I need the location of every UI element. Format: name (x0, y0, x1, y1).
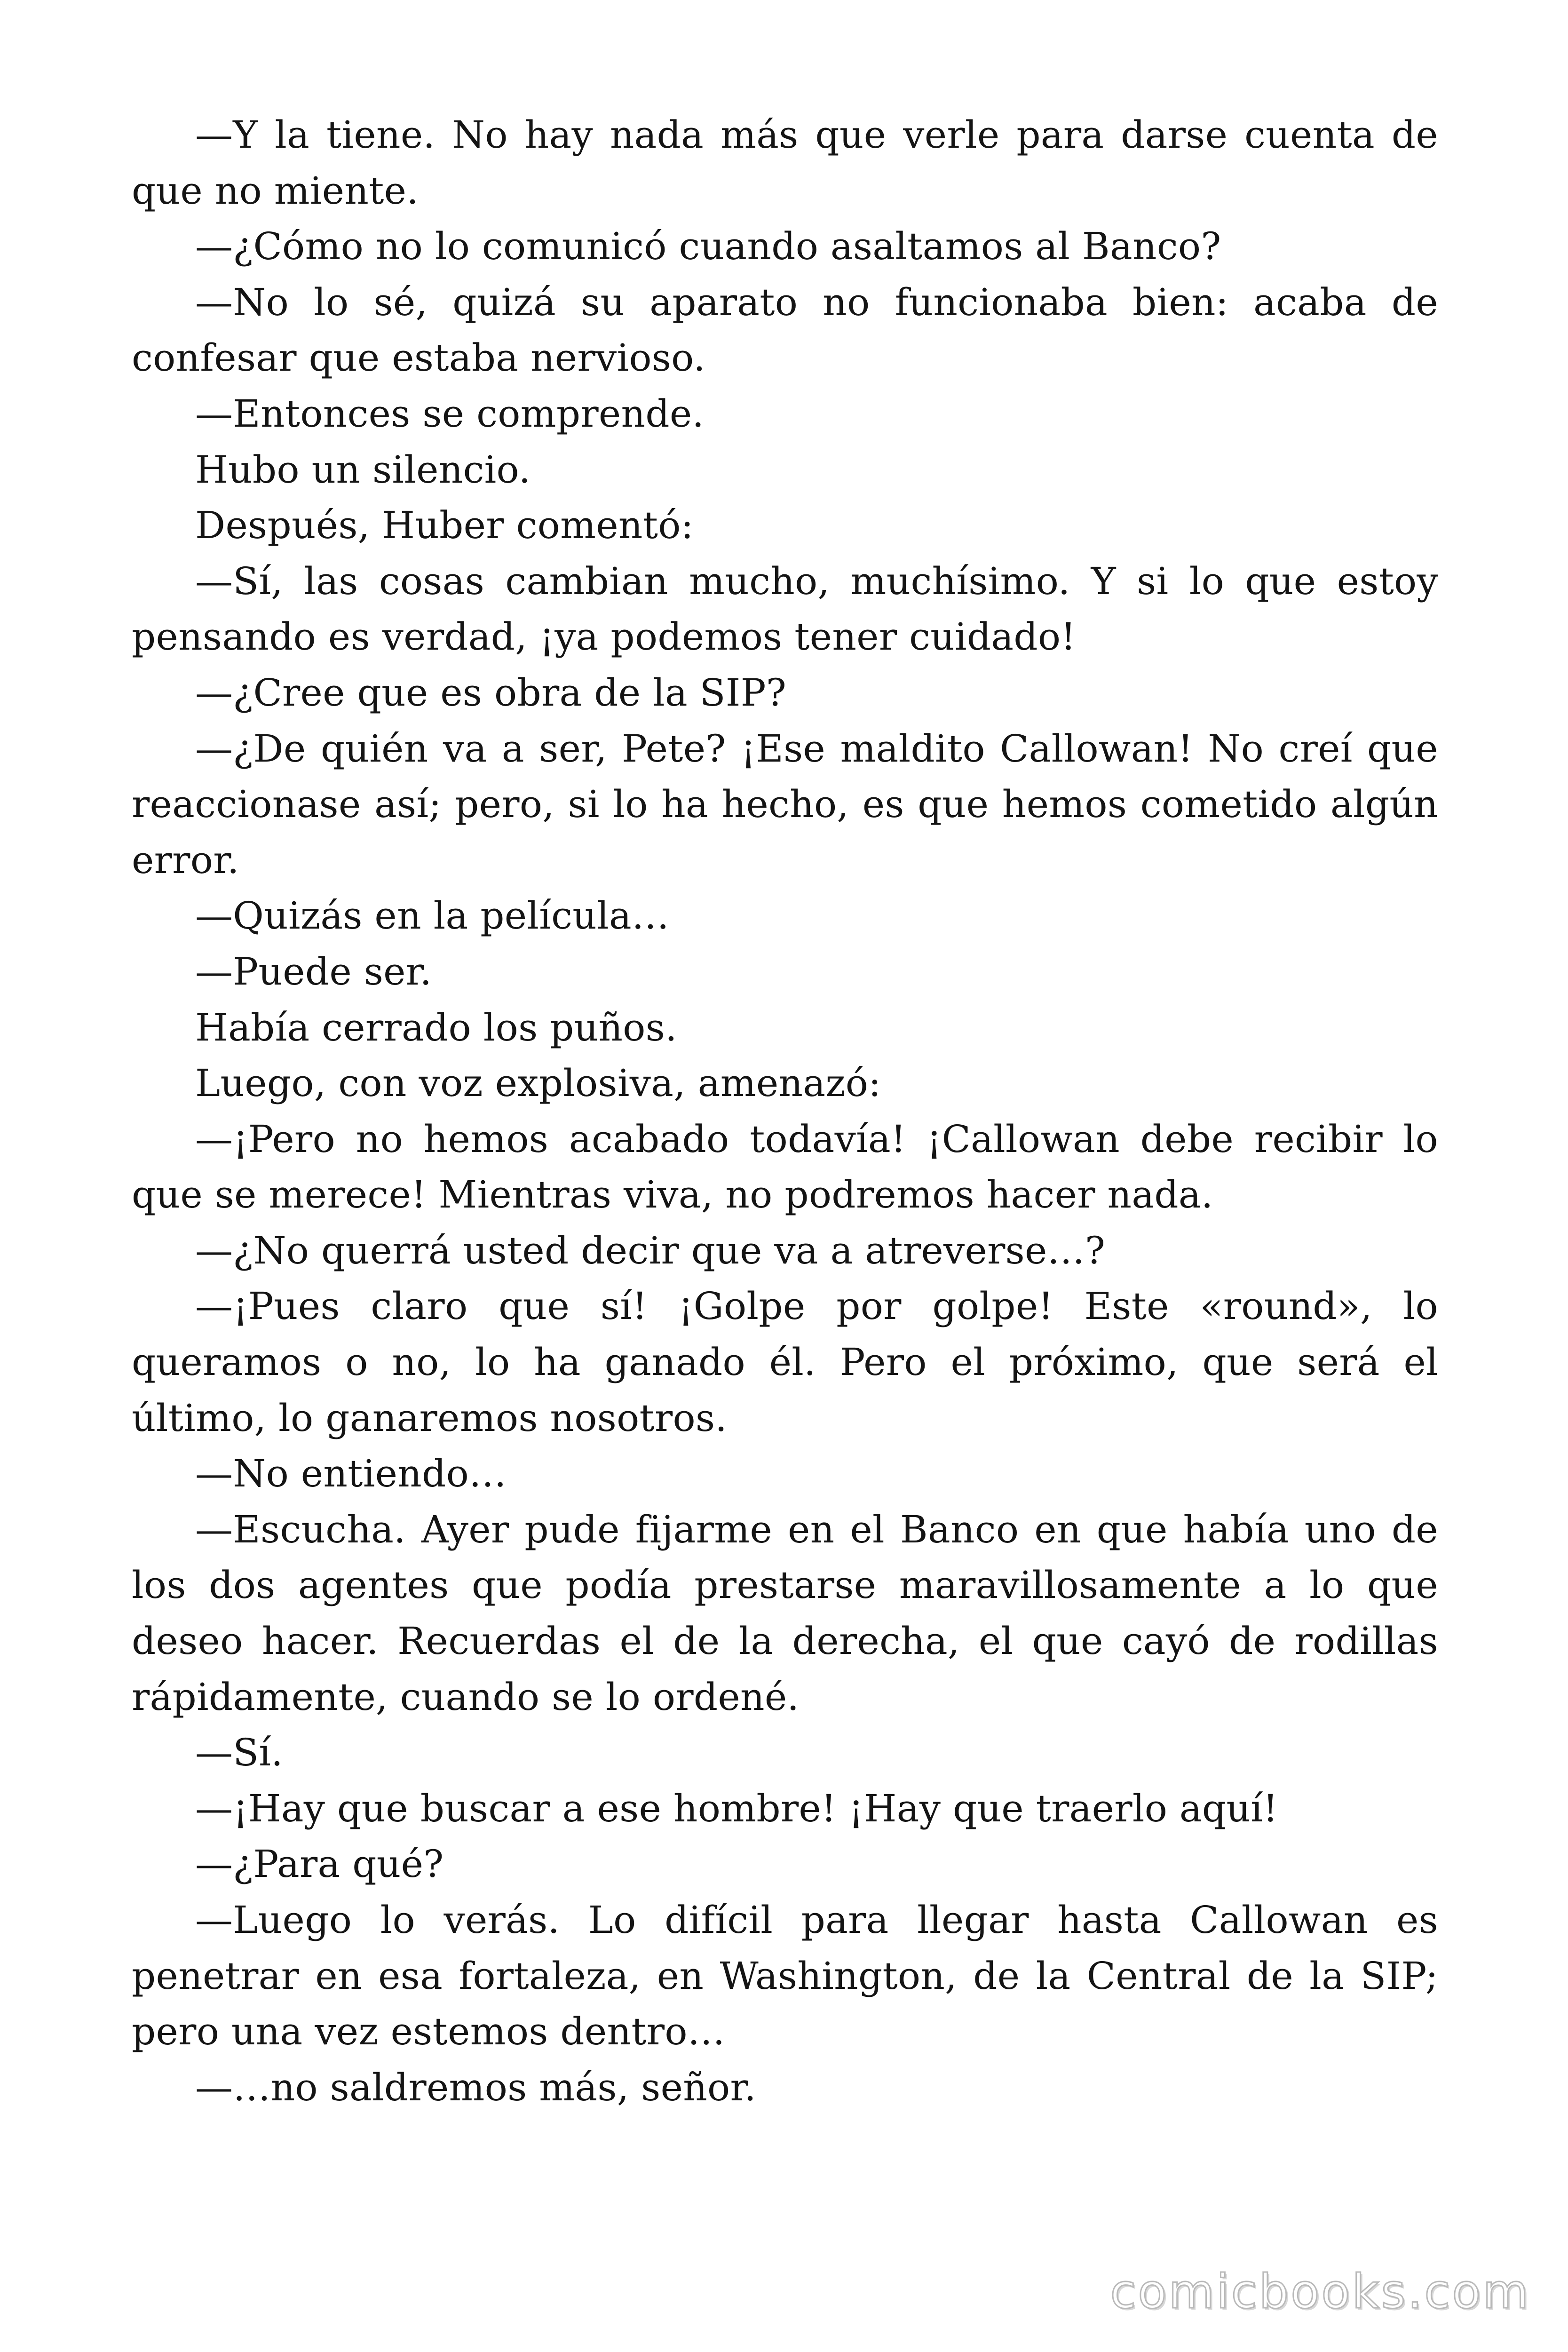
paragraph: Luego, con voz explosiva, amenazó: (195, 1061, 881, 1105)
paragraph: —…no saldremos más, señor. (195, 2065, 756, 2109)
paragraph: —Puede ser. (195, 949, 432, 993)
paragraph: Hubo un silencio. (195, 447, 531, 492)
paragraph: —Escucha. Ayer pude fijarme en el Banco en que había uno de los dos agentes que podía prestarse maravillosamente a lo que deseo hacer. Recuerdas el de la derecha, el que cayó de rodillas rápidamente, cuando se lo ordené. (132, 1507, 1438, 1719)
paragraph: —Entonces se comprende. (195, 391, 705, 436)
paragraph: —Sí. (195, 1731, 284, 1775)
paragraph: Había cerrado los puños. (195, 1005, 677, 1049)
paragraph: —¡Hay que buscar a ese hombre! ¡Hay que traerlo aquí! (195, 1786, 1278, 1830)
paragraph: —Luego lo verás. Lo difícil para llegar hasta Callowan es penetrar en esa fortaleza, en Washington, de la Central de la SIP; pero una vez estemos dentro… (132, 1898, 1438, 2054)
paragraph: —Quizás en la película… (195, 894, 670, 938)
page-body (132, 107, 1438, 2115)
paragraph: —¿De quién va a ser, Pete? ¡Ese maldito Callowan! No creí que reaccionase así; pero, si lo ha hecho, es que hemos cometido algún error. (132, 726, 1438, 882)
paragraph: —Y la tiene. No hay nada más que verle para darse cuenta de que no miente. (132, 113, 1438, 213)
paragraph: —¡Pues claro que sí! ¡Golpe por golpe! Este «round», lo queramos o no, lo ha ganado él. Pero el próximo, que será el último, lo ganaremos nosotros. (132, 1284, 1438, 1440)
watermark-logo: comicbooks.com (1110, 2264, 1530, 2319)
paragraph: —No entiendo… (195, 1452, 507, 1496)
paragraph: —¿Cree que es obra de la SIP? (195, 670, 787, 715)
paragraph: —¿Para qué? (195, 1842, 444, 1886)
paragraph: —¿Cómo no lo comunicó cuando asaltamos al Banco? (195, 224, 1221, 269)
paragraph: —No lo sé, quizá su aparato no funcionaba bien: acaba de confesar que estaba nervioso. (132, 280, 1438, 380)
paragraph: —Sí, las cosas cambian mucho, muchísimo. Y si lo que estoy pensando es verdad, ¡ya podemos tener cuidado! (132, 559, 1438, 659)
paragraph: —¿No querrá usted decir que va a atreverse…? (195, 1228, 1106, 1272)
paragraph: Después, Huber comentó: (195, 503, 694, 548)
paragraph: —¡Pero no hemos acabado todavía! ¡Callowan debe recibir lo que se merece! Mientras viva, no podremos hacer nada. (132, 1117, 1438, 1217)
